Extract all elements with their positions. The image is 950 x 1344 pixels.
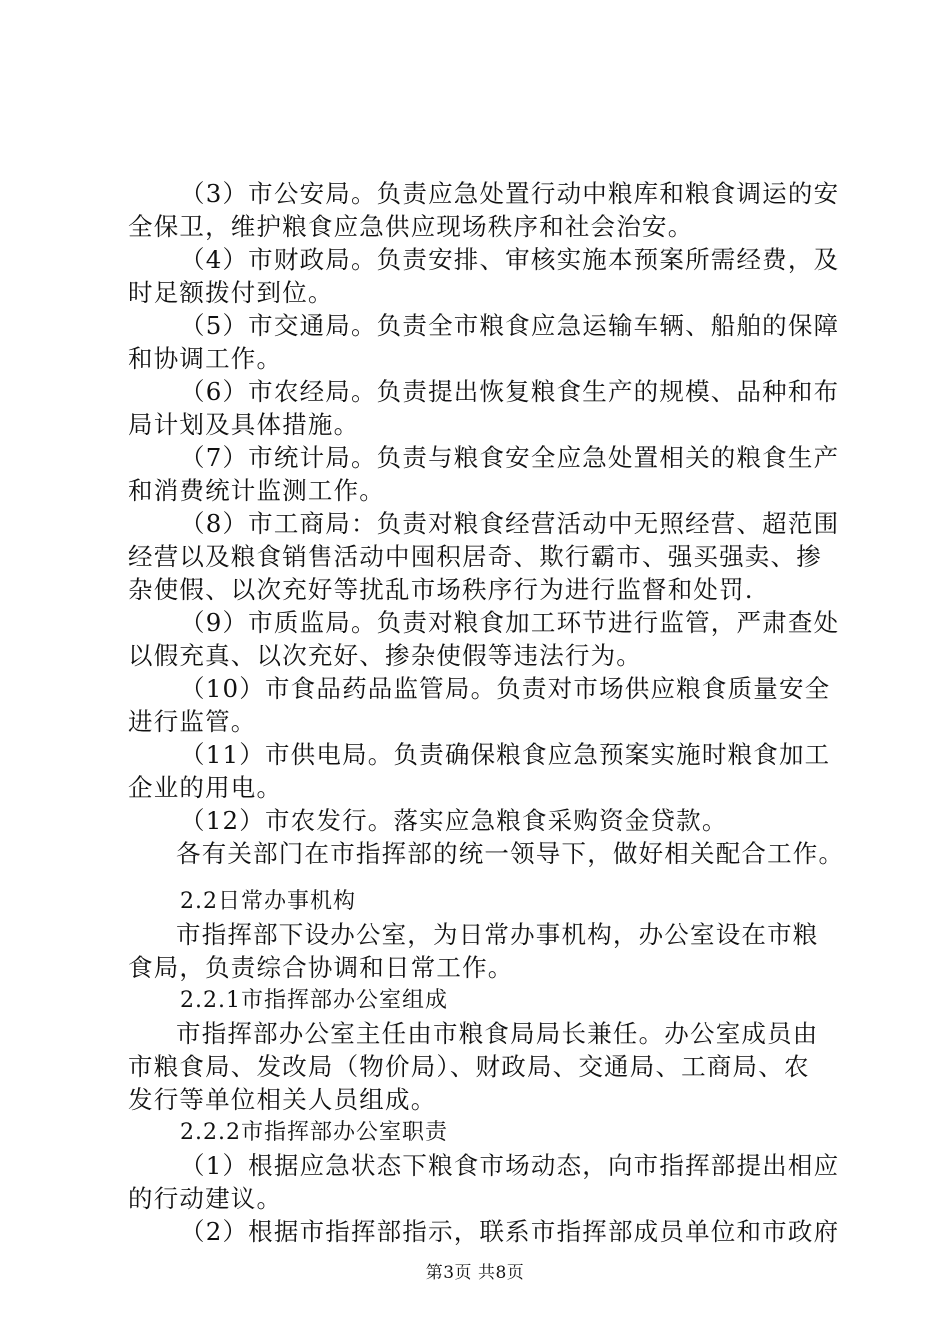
subsection-heading: 2.2.2市指挥部办公室职责 <box>180 1120 448 1145</box>
paragraph-line: 市粮食局、发改局（物价局）、财政局、交通局、工商局、农 <box>128 1052 810 1081</box>
paragraph-line: （7）市统计局。负责与粮食安全应急处置相关的粮食生产 <box>180 443 840 472</box>
paragraph-line: 时足额拨付到位。 <box>128 278 334 307</box>
paragraph-line: 的行动建议。 <box>128 1184 283 1213</box>
section-heading: 2.2日常办事机构 <box>180 889 356 914</box>
paragraph-line: 市指挥部下设办公室，为日常办事机构，办公室设在市粮 <box>176 920 819 949</box>
paragraph-line: （1）根据应急状态下粮食市场动态，向市指挥部提出相应 <box>180 1151 840 1180</box>
paragraph-line: （2）根据市指挥部指示，联系市指挥部成员单位和市政府 <box>180 1217 840 1246</box>
paragraph-line: （4）市财政局。负责安排、审核实施本预案所需经费，及 <box>180 245 840 274</box>
paragraph-line: 经营以及粮食销售活动中囤积居奇、欺行霸市、强买强卖、掺 <box>128 542 822 571</box>
paragraph-line: （11）市供电局。负责确保粮食应急预案实施时粮食加工 <box>180 740 831 769</box>
paragraph-line: （10）市食品药品监管局。负责对市场供应粮食质量安全 <box>180 674 831 703</box>
page-number-footer: 第3页 共8页 <box>425 1263 525 1283</box>
paragraph-line: 市指挥部办公室主任由市粮食局局长兼任。办公室成员由 <box>176 1019 819 1048</box>
paragraph-line: 和协调工作。 <box>128 344 283 373</box>
paragraph-line: 各有关部门在市指挥部的统一领导下，做好相关配合工作。 <box>176 839 845 868</box>
paragraph-line: （9）市质监局。负责对粮食加工环节进行监管，严肃查处 <box>180 608 840 637</box>
paragraph-line: 全保卫，维护粮食应急供应现场秩序和社会治安。 <box>128 212 694 241</box>
paragraph-line: 进行监管。 <box>128 707 257 736</box>
paragraph-line: 局计划及具体措施。 <box>128 410 360 439</box>
paragraph-line: 发行等单位相关人员组成。 <box>128 1085 437 1114</box>
paragraph-line: （12）市农发行。落实应急粮食采购资金贷款。 <box>180 806 728 835</box>
paragraph-line: （8）市工商局：负责对粮食经营活动中无照经营、超范围 <box>180 509 840 538</box>
subsection-heading: 2.2.1市指挥部办公室组成 <box>180 988 448 1013</box>
paragraph-line: 企业的用电。 <box>128 773 283 802</box>
paragraph-line: （3）市公安局。负责应急处置行动中粮库和粮食调运的安 <box>180 179 840 208</box>
paragraph-line: 和消费统计监测工作。 <box>128 476 385 505</box>
paragraph-line: 杂使假、以次充好等扰乱市场秩序行为进行监督和处罚. <box>128 575 754 604</box>
paragraph-line: （5）市交通局。负责全市粮食应急运输车辆、船舶的保障 <box>180 311 840 340</box>
paragraph-line: 食局，负责综合协调和日常工作。 <box>128 953 514 982</box>
paragraph-line: （6）市农经局。负责提出恢复粮食生产的规模、品种和布 <box>180 377 840 406</box>
paragraph-line: 以假充真、以次充好、掺杂使假等违法行为。 <box>128 641 642 670</box>
